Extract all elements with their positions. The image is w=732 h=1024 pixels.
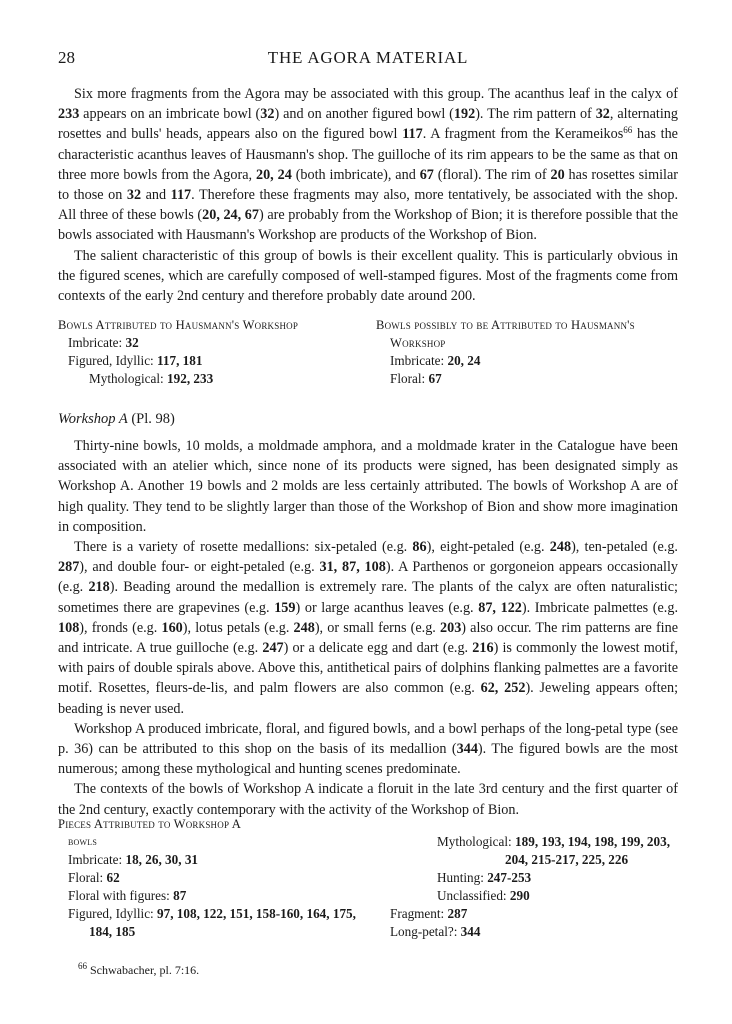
text-run: ). Imbricate palmettes (e.g. [521, 599, 678, 616]
text-run: ), ten-petaled (e.g. [571, 539, 678, 556]
catalogue-number: 247 [262, 640, 284, 657]
footnote: $^{66}$ Schwabacher, pl. 7:16. [78, 961, 200, 977]
text-run: ) also occur. The rim patterns are fine and intricate. A true guilloche (e.g. [58, 619, 678, 657]
list-item: Imbricate: 18, 26, 30, 31 [68, 852, 199, 867]
list-title-continued: Workshop [390, 336, 446, 350]
list-title: Pieces Attributed to Workshop A [58, 817, 242, 831]
workshop-a-pieces-list [58, 815, 356, 941]
catalogue-number: 20, 24, 67 [202, 207, 259, 224]
list-item: Floral: 62 [68, 870, 120, 885]
catalogue-number: 287 [58, 559, 80, 576]
list-subtitle: bowls [68, 836, 97, 848]
catalogue-number: 216 [472, 640, 494, 657]
catalogue-number: 32 [260, 106, 275, 123]
text-run: ) is commonly the lowest motif, with pairs of double spirals above. Above this, antithetical pairs of dolphins flanking palmettes are a favorite motif. Rosettes, fleurs-de-lis, and palm flowers are also common (e.g. [58, 640, 679, 697]
text-run: Six more fragments from the Agora may be associated with this group. The acanthus leaf in the calyx of [74, 86, 678, 102]
catalogue-number: 32 [595, 106, 610, 123]
running-title: THE AGORA MATERIAL [267, 48, 469, 67]
intro-section [58, 84, 678, 306]
catalogue-number: 203 [440, 619, 462, 636]
catalogue-number: 87, 122 [478, 599, 522, 616]
catalogue-number: 62, 252 [480, 680, 526, 697]
text-run: ), or small ferns (e.g. [314, 619, 440, 636]
text-run: ), lotus petals (e.g. [182, 619, 294, 636]
catalogue-number: 108 [58, 619, 80, 636]
text-run: Workshop A produced imbricate, floral, and figured bowls, and a bowl perhaps of the long-petal type (see p. 36) can be attributed to this shop on the basis of its medallion ( [58, 720, 678, 758]
text-run: . A fragment from the Kerameikos [422, 126, 624, 143]
list-item: Figured, Idyllic: 117, 181 [68, 353, 203, 368]
catalogue-number: 233 [58, 106, 80, 123]
workshop-a-paragraph-3 [58, 719, 678, 780]
list-item: Fragment: 287 [390, 906, 468, 921]
catalogue-number: 344 [456, 741, 478, 758]
workshop-a-paragraph-2 [58, 537, 678, 719]
hausmann-attributed-list [58, 316, 298, 388]
text-run: ). The figured bowls are the most numerous; among these mythological and hunting scenes predominate. [58, 741, 678, 778]
list-item: Mythological: 192, 233 [89, 371, 214, 386]
text-run: There is a variety of rosette medallions: six-petaled (e.g. [74, 539, 413, 556]
text-run: ). The rim pattern of [475, 106, 596, 123]
running-head [58, 48, 678, 72]
catalogue-number: 86 [412, 539, 427, 556]
workshop-a-pieces-list-continued [390, 833, 670, 941]
catalogue-number: 218 [88, 579, 110, 596]
list-item: Figured, Idyllic: 97, 108, 122, 151, 158-160, 164, 175, [68, 906, 356, 921]
catalogue-number: 67 [419, 166, 434, 183]
list-item: Floral with figures: 87 [68, 888, 187, 903]
list-title: Bowls possibly to be Attributed to Hausmann's [376, 318, 635, 332]
list-item: Hunting: 247-253 [437, 870, 532, 885]
hausmann-possible-list [376, 316, 635, 388]
footnote-ref: 66 [623, 125, 633, 136]
workshop-a-section [58, 436, 678, 820]
catalogue-number: 248 [549, 539, 572, 556]
catalogue-number: 192 [453, 106, 476, 123]
list-item: Unclassified: 290 [437, 888, 530, 903]
catalogue-number: 31, 87, 108 [319, 559, 386, 576]
catalogue-number: 117 [170, 187, 192, 204]
catalogue-number: 160 [161, 619, 183, 636]
text-run: ), eight-petaled (e.g. [426, 539, 550, 556]
list-title: Bowls Attributed to Hausmann's Workshop [58, 318, 299, 332]
catalogue-number: 20, 24 [255, 166, 292, 183]
list-item: 184, 185 [89, 924, 136, 939]
text-run: , alternating rosettes and bulls' heads, appears also on the figured bowl [58, 106, 678, 143]
list-item: Long-petal?: 344 [390, 924, 481, 939]
list-item: 204, 215-217, 225, 226 [505, 852, 629, 867]
text-run: ) and on another figured bowl ( [274, 106, 454, 123]
text-run: ) or large acanthus leaves (e.g. [295, 599, 479, 616]
text-run: and [141, 187, 171, 204]
intro-paragraph-1 [58, 84, 678, 246]
catalogue-number: 117 [402, 126, 423, 143]
list-item: Imbricate: 20, 24 [390, 353, 481, 368]
section-heading: Workshop A (Pl. 98) [58, 411, 175, 427]
text-run: ). Jeweling appears often; beading is never used. [58, 680, 679, 717]
text-run: has the characteristic acanthus leaves of Hausmann's shop. The guilloche of its rim appears to be the same as that on three more bowls from the Agora, [58, 126, 678, 183]
intro-paragraph-2: The salient characteristic of this group of bowls is their excellent quality. This is particularly obvious in the figured scenes, which are carefully composed of well-stamped figures. Most of the fragments come from contexts of the early 2nd century and therefore probably date around 200. [58, 247, 678, 305]
catalogue-number: 248 [293, 619, 315, 636]
text-run: (floral). The rim of [433, 166, 551, 183]
text-run: ) are probably from the Workshop of Bion; it is therefore possible that the bowls associated with Hausmann's Workshop are products of the Workshop of Bion. [58, 207, 679, 244]
list-item: Floral: 67 [390, 371, 442, 386]
text-run: ). A Parthenos or gorgoneion appears occasionally (e.g. [58, 559, 679, 596]
list-item: Mythological: 189, 193, 194, 198, 199, 203, [437, 834, 670, 849]
page-number: 28 [58, 48, 75, 67]
text-run: ), and double four- or eight-petaled (e.g. [79, 559, 320, 576]
text-run: . Therefore these fragments may also, more tentatively, be associated with the shop. All three of these bowls ( [58, 187, 678, 224]
text-run: ) or a delicate egg and dart (e.g. [283, 640, 473, 657]
text-run: ). Beading around the medallion is extremely rare. The plants of the calyx are often naturalistic; sometimes there are grapevines (e.g. [58, 579, 678, 616]
catalogue-number: 20 [550, 166, 565, 183]
text-run: (both imbricate), and [291, 166, 420, 183]
text-run: appears on an imbricate bowl ( [79, 106, 261, 123]
list-item: Imbricate: 32 [68, 335, 139, 350]
text-run: has rosettes similar to those on [58, 166, 679, 204]
catalogue-number: 159 [274, 599, 296, 616]
text-run: ), fronds (e.g. [79, 619, 162, 636]
catalogue-number: 32 [126, 187, 142, 204]
workshop-a-paragraph-4: The contexts of the bowls of Workshop A indicate a floruit in the late 3rd century and the first quarter of the 2nd century, exactly contemporary with the activity of the Workshop of Bion. [58, 781, 678, 818]
workshop-a-paragraph-1: Thirty-nine bowls, 10 molds, a moldmade amphora, and a moldmade krater in the Catalogue have been associated with an atelier which, since none of its products were signed, has been designated simply as Workshop A. Another 19 bowls and 2 molds are less certainly attributed. The bowls of Workshop A are of high quality. They tend to be slightly larger than those of the Workshop of Bion and show more imagination in composition. [58, 438, 678, 535]
